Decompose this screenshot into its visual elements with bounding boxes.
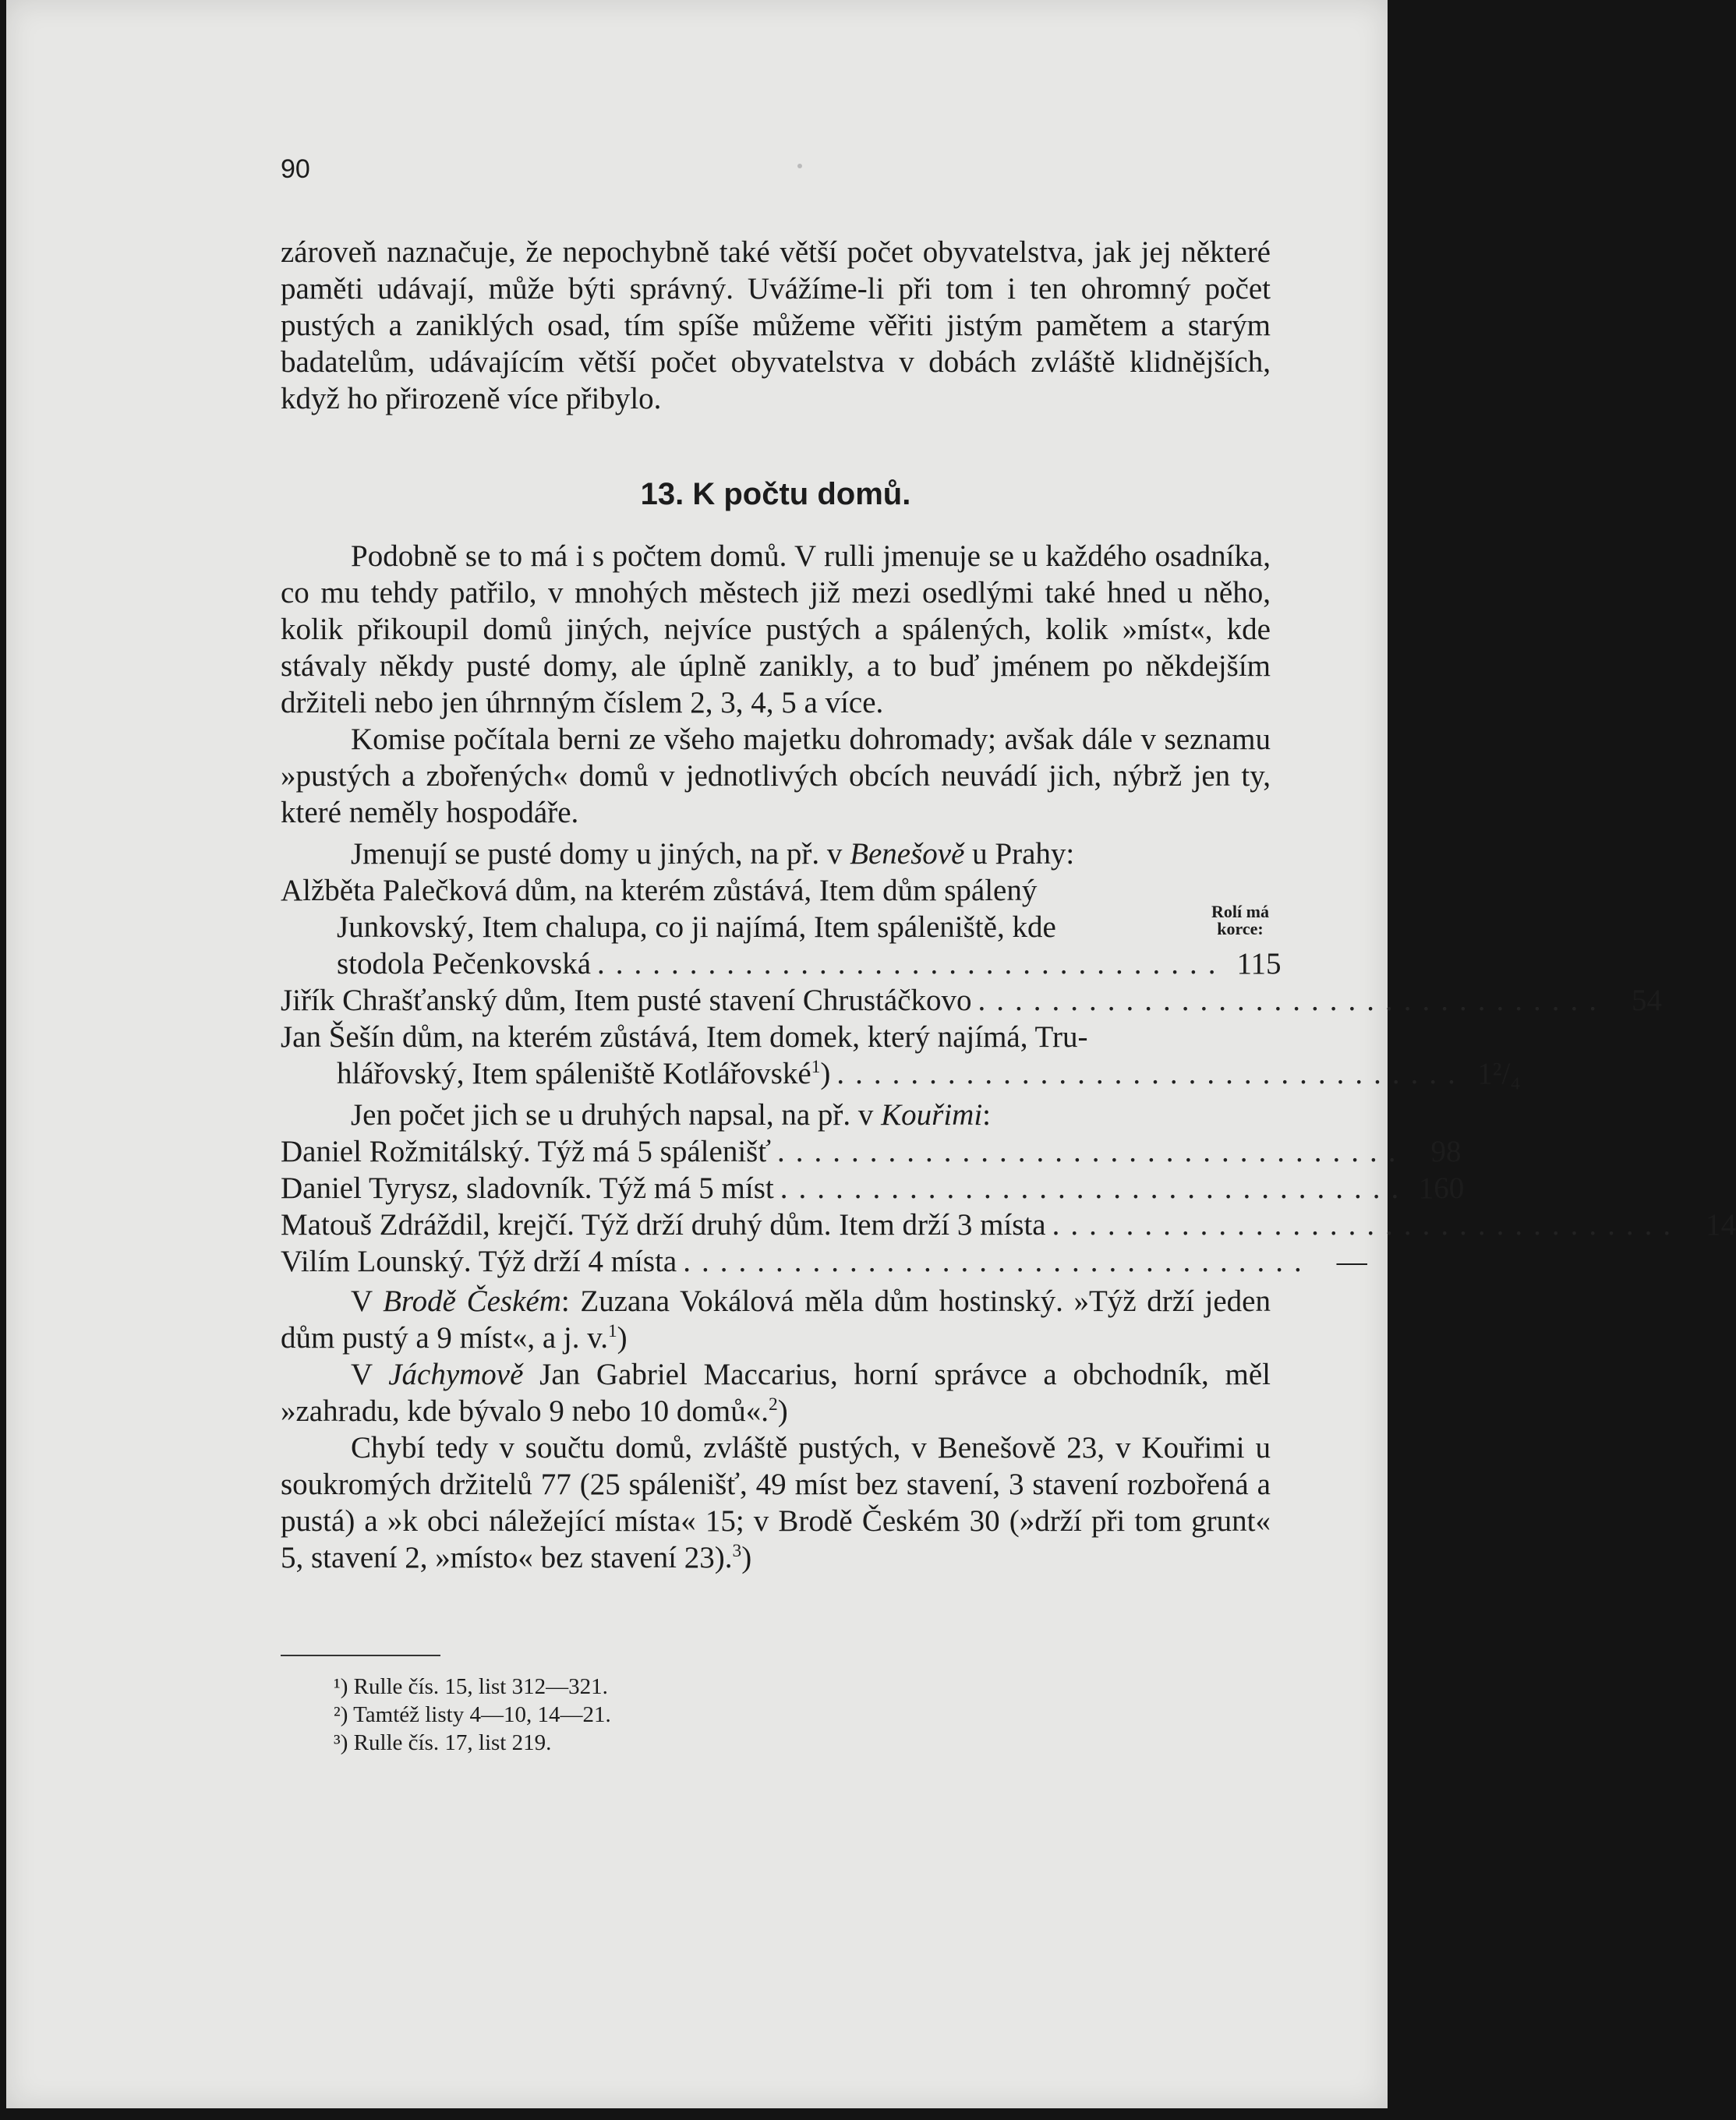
list-value: 160 [1418, 1171, 1465, 1205]
place-kourim: Kouřimi [881, 1098, 983, 1132]
footnote: ²) Tamtéž listy 4—10, 14—21. [334, 1702, 611, 1727]
intro-paragraph: zároveň naznačuje, že nepochybně také větší počet obyvatelstva, jak jej některé paměti udávají, může býti správný. Uvážíme-li při tom i ten ohromný počet pustých a zaniklých osad, tím spíše můžeme věřiti jistým pamětem a starým badatelům, udávajícím větší počet obyvatelstva v dobách zvláště klidnějších, když ho přirozeně více přibylo. [281, 235, 1271, 415]
scan-speck [797, 164, 802, 168]
intro-paragraph-block [281, 234, 1271, 417]
list-value: 98 [1430, 1135, 1462, 1168]
leader-dots: .................................. [597, 947, 1227, 980]
page-number: 90 [281, 154, 310, 184]
list-value: 115 [1236, 947, 1282, 980]
kourim-list [281, 1133, 1736, 1280]
list-item: Jan Šešín dům, na kterém zůstává, Item domek, který najímá, Tru- [281, 1020, 1088, 1054]
paragraph-summary: Chybí tedy v součtu domů, zvláště pustých, v Benešově 23, v Kouřimi u soukromých držitelů 77 (25 spálenišť, 49 míst bez stavení, 3 stavení rozbořená a pustá) a »k obci náležející místa« 15; v Brodě Českém 30 (»drží při tom grunt« 5, stavení 2, »místo« bez stavení 23).$^3$) [281, 1431, 1271, 1574]
list-item: Daniel Rožmitálský. Týž má 5 spálenišť .................................. 98 [281, 1135, 1462, 1168]
leader-dots: .................................. [780, 1171, 1410, 1205]
paragraph-benesov-intro: Jmenují se pusté domy u jiných, na př. v Benešově u Prahy: [351, 837, 1075, 871]
leader-dots: .................................. [978, 984, 1607, 1017]
footnote-ref: 3 [732, 1541, 742, 1561]
place-benesov: Benešově [850, 837, 965, 871]
section-body [281, 538, 1736, 1576]
paragraph-commission: Komise počítala berni ze všeho majetku dohromady; avšak dále v seznamu »pustých a zbořených« domů v jednotlivých obcích neuvádí jich, nýbrž jen ty, které neměly hospodáře. [281, 723, 1271, 829]
footnote-divider [281, 1655, 440, 1656]
paragraph-kourim-intro: Jen počet jich se u druhých napsal, na př. v Kouřimi: [351, 1098, 992, 1132]
list-item: Jiřík Chrašťanský dům, Item pusté stavení Chrustáčkovo .................................. 54 [281, 984, 1662, 1017]
leader-dots: .................................. [683, 1245, 1313, 1278]
list-item: Matouš Zdráždil, krejčí. Týž drží druhý dům. Item drží 3 místa .................................. 14 [281, 1208, 1736, 1242]
book-page [6, 0, 1736, 2108]
list-item-continuation: Junkovský, Item chalupa, co ji najímá, Item spáleniště, kde [337, 910, 1056, 944]
paragraph-brod: V Brodě Českém: Zuzana Vokálová měla dům hostinský. »Týž drží jeden dům pustý a 9 míst«, a j. v.$^1$) [281, 1284, 1271, 1355]
footnote: ³) Rulle čís. 17, list 219. [334, 1730, 552, 1755]
place-brod: Brodě Českém [383, 1284, 561, 1318]
footnote-ref: 1 [811, 1057, 821, 1077]
place-jachymov: Jáchymově [388, 1358, 524, 1391]
list-value: 14 [1706, 1208, 1736, 1242]
list-value: 54 [1631, 984, 1662, 1017]
leader-dots: .................................. [1052, 1208, 1682, 1242]
leader-dots: .................................. [777, 1135, 1407, 1168]
list-item-continuation: stodola Pečenkovská .................................. 115 [337, 947, 1282, 980]
list-item: Alžběta Palečková dům, na kterém zůstává, Item dům spálený [281, 874, 1038, 907]
list-item: Daniel Tyrysz, sladovník. Týž má 5 míst .................................. 160 [281, 1171, 1465, 1205]
leader-dots: .................................. [836, 1057, 1466, 1090]
section-heading-block [281, 477, 1271, 512]
list-value: 1²/₄ [1477, 1057, 1521, 1090]
list-item: Vilím Lounský. Týž drží 4 místa .................................. — [281, 1245, 1367, 1278]
footnote: ¹) Rulle čís. 15, list 312—321. [334, 1674, 608, 1699]
paragraph-jachymov: V Jáchymově Jan Gabriel Maccarius, horní správce a obchodník, měl »zahradu, kde bývalo 9 nebo 10 domů«.$^2$) [281, 1358, 1271, 1428]
benesov-list [281, 872, 1662, 1092]
footnotes [334, 1673, 879, 1757]
paragraph-houses: Podobně se to má i s počtem domů. V rulli jmenuje se u každého osadníka, co mu tehdy patřilo, v mnohých městech již mezi osedlými také hned u něho, kolik přikoupil domů jiných, nejvíce pustých a spálených, kolik »míst«, kde stávaly někdy pusté domy, ale úplně zanikly, a to buď jménem po někdejším držiteli nebo jen úhrnným číslem 2, 3, 4, 5 a více. [281, 539, 1271, 719]
footnote-ref: 1 [607, 1321, 617, 1341]
section-heading: 13. K počtu domů. [640, 477, 911, 511]
list-item-continuation: hlářovský, Item spáleniště Kotlářovské$^1$) .................................. 1²/₄ [337, 1057, 1521, 1090]
list-value: — [1336, 1245, 1367, 1278]
footnote-ref: 2 [769, 1394, 778, 1415]
unit-label: Rolí má korce: [1211, 902, 1269, 938]
